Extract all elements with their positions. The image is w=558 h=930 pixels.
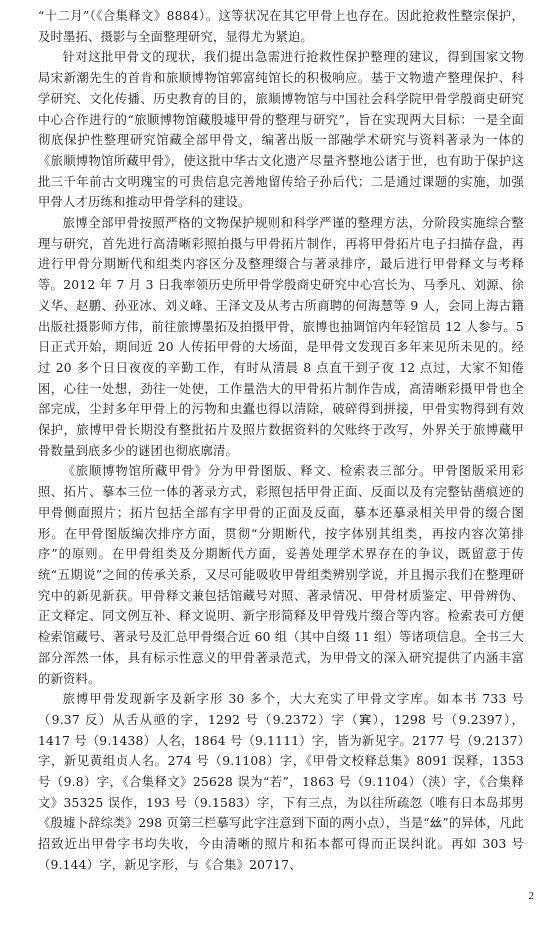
page-number: 2 [528, 890, 534, 902]
paragraph-1: “十二月”（《合集释文》8884）。这等状况在其它甲骨上也存在。因此抢救性整宗保护，及时墨拓、摄影与全面整理研究，显得尤为紧迫。 [38, 9, 524, 44]
paragraph-2: 针对这批甲骨文的现状，我们提出急需进行抢救性保护整理的建议，得到国家文物局宋新潮先生的首肯和旅顺博物馆郭富纯馆长的积极响应。基于文物遗产整理保护、科学研究、文化传播、历史教育的目的，旅顺博物馆与中国社会科学院甲骨学殷商史研究中心合作进行的“旅顺博物馆藏殷墟甲骨的整理与研究”，旨在实现两大目标：一是全面彻底保护性整理研究馆藏全部甲骨文，编著出版一部融学术研究与资料著录为一体的《旅顺博物馆所藏甲骨》，使这批中华古文化遗产尽量齐整地公诸于世，也有助于保护这批三千年前古文明瑰宝的可贵信息完善地留传给子孙后代；二是通过课题的实施，加强甲骨人才历练和推动甲骨学科的建设。 [38, 50, 524, 210]
paragraph-5: 旅博甲骨发现新字及新字形 30 多个，大大充实了甲骨文字库。如本书 733 号（9.37 反）从舌从亟的字，1292 号（9.2372）字（𡨄），1298 号（9.2397），1417 号（9.1438）人名，1864 号（9.1111）字，皆为新见字。2177 号（9.2137）字，新见黄组贞人名。274 号（9.1108）字，《甲骨文校释总集》8091 误释，1353 号（9.8）字，《合集释文》25628 误为“若”，1863 号（9.1104）（浃）字，《合集释文》35325 误作，193 号（9.1583）字，下有三点，为以往所疏忽（唯有日本岛邦男《殷墟卜辞综类》298 页第三栏摹写此字注意到下面的两小点），当是“𢆶”的异体，凡此招致近出甲骨字书均失收，今由清晰的照片和拓本都可得而正误纠讹。再如 303 号（9.144）字，新见字形，与《合集》20717、 [38, 692, 524, 872]
paragraph-4: 《旅顺博物馆所藏甲骨》分为甲骨图版、释文、检索表三部分。甲骨图版采用彩照、拓片、摹本三位一体的著录方式，彩照包括甲骨正面、反面以及有完整钻凿痕迹的甲骨侧面照片；拓片包括全部有字甲骨的正面及反面，摹本还摹录相关甲骨的缀合图形。在甲骨图版编次排序方面，贯彻“分期断代，按字体别其组类，再按内容次第排序”的原则。在甲骨组类及分期断代方面，妥善处理学术界存在的争议，既留意于传统“五期说”之间的传承关系，又尽可能吸收甲骨组类辨别学说，并且揭示我们在整理研究中的新见新获。甲骨释文兼包括馆藏号对照、著录情况、甲骨材质鉴定、甲骨辨伪、正文释定、同文例互补、释文说明、新字形简释及甲骨残片缀合等内容。检索表可方便检索馆藏号、著录号及汇总甲骨缀合近 60 组（其中自缀 11 组）等诸项信息。全书三大部分浑然一体，具有标示性意义的甲骨著录范式，为甲骨文的深入研究提供了内涵丰富的新资料。 [38, 464, 524, 686]
paragraph-3: 旅博全部甲骨按照严格的文物保护规则和科学严谨的整理方法，分阶段实施综合整理与研究，首先进行高清晰彩照拍摄与甲骨拓片制作，再将甲骨拓片电子扫描存盘，再进行甲骨分期断代和组类内容区分及整理缀合与著录排序，最后进行甲骨释文与考释等。2012 年 7 月 3 日我率领历史所甲骨学殷商史研究中心宫长为、马季凡、刘源、徐义华、赵鹏、孙亚冰、刘义峰、王泽文及从考古所商聘的何海慧等 9 人，会同上海古籍出版社摄影师方伟，前往旅博墨拓及拍摄甲骨，旅博也抽调馆内年轻馆员 12 人参与。5 日正式开始，期间近 20 人传拓甲骨的大场面，是甲骨文发现百多年来见所未见的。经过 20 多个日日夜夜的辛勤工作，有时从清晨 8 点直干到子夜 12 点过，大家不知倦困，心往一处想，劲往一处使，工作量浩大的甲骨拓片制作告成，高清晰彩摄甲骨也全部完成，尘封多年甲骨上的污物和虫蠹也得以清除，破碎得到拼接，甲骨实物得到有效保护，旅博甲骨长期没有整批拓片及照片数据资料的欠账终于改写，外界关于旅博藏甲骨数量到底多少的谜团也彻底廓清。 [38, 216, 524, 458]
